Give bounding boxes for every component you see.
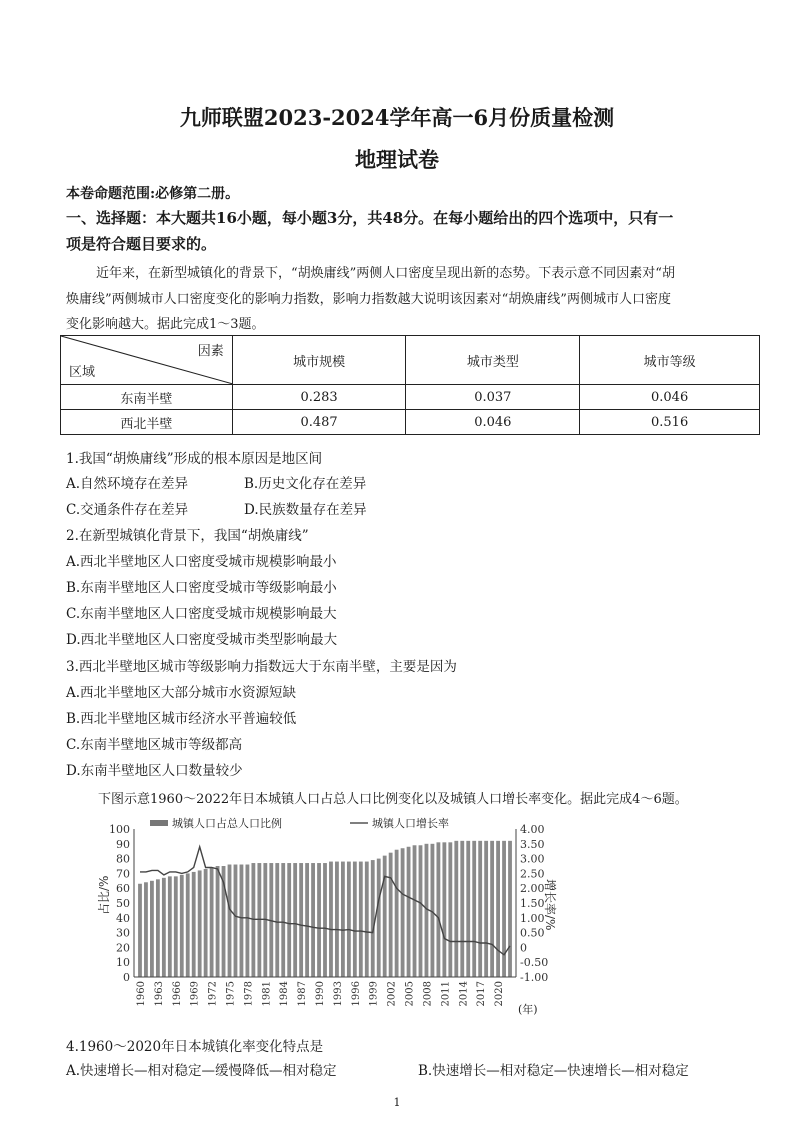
y-left-tick: 60 bbox=[116, 882, 130, 896]
share-bar bbox=[425, 844, 429, 977]
y-right-tick: -1.00 bbox=[520, 971, 549, 984]
left-tick-labels bbox=[109, 823, 130, 984]
y-right-tick: 2.50 bbox=[520, 867, 545, 881]
share-bar bbox=[240, 865, 244, 977]
x-tick: 1972 bbox=[207, 981, 219, 1007]
share-bar bbox=[305, 863, 309, 977]
y-left-tick: 90 bbox=[116, 837, 130, 851]
share-bar bbox=[138, 884, 142, 977]
x-tick: 2014 bbox=[458, 981, 470, 1007]
share-bar bbox=[275, 863, 279, 977]
y-right-tick: 0 bbox=[520, 941, 527, 955]
x-tick-labels bbox=[136, 981, 505, 1006]
x-tick: 1996 bbox=[350, 981, 362, 1007]
legend-swatch-share bbox=[150, 820, 168, 826]
q2-stem: 2.在新型城镇化背景下，我国“胡焕庸线” bbox=[66, 528, 309, 544]
share-bar bbox=[436, 842, 440, 977]
table-cell: 0.046 bbox=[406, 410, 580, 435]
table-row bbox=[61, 410, 760, 435]
influence-index-table bbox=[60, 335, 760, 435]
share-bar bbox=[395, 850, 399, 977]
table-header: 城市类型 bbox=[406, 336, 580, 385]
y-left-tick: 70 bbox=[116, 867, 130, 881]
section-heading: 一、选择题：本大题共16小题，每小题3分，共48分。在每小题给出的四个选项中，只有一 bbox=[66, 209, 674, 227]
share-bar bbox=[228, 865, 232, 977]
x-tick: 1963 bbox=[153, 981, 165, 1007]
share-bar bbox=[359, 862, 363, 977]
share-bar bbox=[347, 862, 351, 977]
bar-series bbox=[138, 841, 512, 977]
passage1-line: 焕庸线”两侧城市人口密度变化的影响力指数，影响力指数越大说明该因素对“胡焕庸线”两侧城市人口密度 bbox=[66, 292, 671, 307]
q3-option-c[interactable]: C.东南半壁地区城市等级都高 bbox=[66, 737, 243, 753]
y-right-tick: -0.50 bbox=[520, 956, 549, 970]
y-right-label: 增长率/% bbox=[543, 879, 557, 931]
table-cell: 0.487 bbox=[232, 410, 406, 435]
q2-option-c[interactable]: C.东南半壁地区人口密度受城市规模影响最大 bbox=[66, 606, 337, 622]
share-bar bbox=[413, 845, 417, 977]
q1-option-c[interactable]: C.交通条件存在差异 bbox=[66, 502, 189, 518]
q3-option-a[interactable]: A.西北半壁地区大部分城市水资源短缺 bbox=[66, 685, 297, 701]
q2-option-b[interactable]: B.东南半壁地区人口密度受城市等级影响最小 bbox=[66, 580, 337, 596]
section-heading-cont: 项是符合题目要求的。 bbox=[66, 235, 217, 253]
y-right-tick: 1.00 bbox=[520, 911, 545, 925]
x-tick: 2011 bbox=[440, 981, 452, 1007]
q3-option-d[interactable]: D.东南半壁地区人口数量较少 bbox=[66, 763, 243, 779]
share-bar bbox=[168, 876, 172, 977]
x-tick: 1999 bbox=[368, 981, 380, 1007]
x-tick: 1987 bbox=[297, 981, 309, 1007]
legend-growth: 城镇人口增长率 bbox=[372, 817, 449, 830]
share-bar bbox=[508, 841, 512, 977]
x-tick: 2002 bbox=[386, 981, 398, 1007]
share-bar bbox=[466, 841, 470, 977]
share-bar bbox=[389, 853, 393, 977]
share-bar bbox=[341, 862, 345, 977]
x-tick: 1960 bbox=[135, 981, 147, 1007]
share-bar bbox=[174, 876, 178, 977]
y-left-tick: 50 bbox=[116, 897, 130, 910]
share-bar bbox=[365, 862, 369, 977]
share-bar bbox=[198, 870, 202, 977]
q3-option-b[interactable]: B.西北半壁地区城市经济水平普遍较低 bbox=[66, 711, 297, 727]
y-left-tick: 20 bbox=[116, 941, 130, 955]
passage2: 下图示意1960～2022年日本城镇人口占总人口比例变化以及城镇人口增长率变化。据此完成4～6题。 bbox=[98, 792, 688, 807]
share-bar bbox=[401, 848, 405, 977]
share-bar bbox=[353, 862, 357, 977]
passage1-line: 近年来，在新型城镇化的背景下，“胡焕庸线”两侧人口密度呈现出新的态势。下表示意不同因素对“胡 bbox=[96, 266, 675, 281]
share-bar bbox=[472, 841, 476, 977]
share-bar bbox=[311, 863, 315, 977]
q1-option-d[interactable]: D.民族数量存在差异 bbox=[244, 502, 367, 518]
table-cell: 0.046 bbox=[580, 385, 760, 410]
share-bar bbox=[180, 875, 184, 977]
exam-subtitle: 地理试卷 bbox=[355, 147, 439, 172]
x-tick: 1990 bbox=[315, 981, 327, 1007]
share-bar bbox=[251, 863, 255, 977]
y-left-tick: 10 bbox=[116, 956, 130, 970]
share-bar bbox=[293, 863, 297, 977]
table-cell: 0.283 bbox=[232, 385, 406, 410]
y-left-tick: 80 bbox=[116, 852, 130, 866]
page-number: 1 bbox=[393, 1096, 401, 1109]
share-bar bbox=[204, 869, 208, 977]
share-bar bbox=[210, 867, 214, 977]
x-tick: 1978 bbox=[243, 981, 255, 1007]
share-bar bbox=[299, 863, 303, 977]
share-bar bbox=[419, 845, 423, 977]
y-right-tick: 2.00 bbox=[520, 882, 545, 896]
share-bar bbox=[448, 842, 452, 977]
q4-option-a[interactable]: A.快速增长—相对稳定—缓慢降低—相对稳定 bbox=[66, 1063, 337, 1079]
y-left-tick: 30 bbox=[116, 926, 130, 940]
y-right-tick: 4.00 bbox=[520, 823, 545, 836]
share-bar bbox=[478, 841, 482, 977]
x-tick: 1975 bbox=[225, 981, 237, 1007]
q4-stem: 4.1960～2020年日本城镇化率变化特点是 bbox=[66, 1039, 324, 1055]
corner-label-region: 区域 bbox=[69, 365, 96, 380]
share-bar bbox=[329, 862, 333, 977]
y-right-tick: 1.50 bbox=[520, 897, 545, 910]
share-bar bbox=[460, 841, 464, 977]
legend-share: 城镇人口占总人口比例 bbox=[172, 817, 282, 830]
share-bar bbox=[162, 878, 166, 977]
share-bar bbox=[287, 863, 291, 977]
q2-option-a[interactable]: A.西北半壁地区人口密度受城市规模影响最小 bbox=[66, 554, 337, 570]
x-tick: 1966 bbox=[171, 981, 183, 1007]
x-tick: 1993 bbox=[332, 981, 344, 1007]
share-bar bbox=[484, 841, 488, 977]
exam-title: 九师联盟2023-2024学年高一6月份质量检测 bbox=[179, 105, 615, 130]
table-corner-cell bbox=[61, 336, 233, 385]
share-bar bbox=[317, 863, 321, 977]
share-bar bbox=[407, 847, 411, 977]
share-bar bbox=[144, 882, 148, 977]
q1-option-a[interactable]: A.自然环境存在差异 bbox=[66, 476, 189, 492]
q1-stem: 1.我国“胡焕庸线”形成的根本原因是地区间 bbox=[66, 451, 323, 467]
share-bar bbox=[496, 841, 500, 977]
table-cell: 东南半壁 bbox=[61, 385, 233, 410]
share-bar bbox=[156, 879, 160, 977]
y-left-tick: 40 bbox=[116, 911, 130, 925]
table-row bbox=[61, 385, 760, 410]
x-tick: 2008 bbox=[422, 981, 434, 1007]
x-tick: 1969 bbox=[189, 981, 201, 1007]
share-bar bbox=[150, 881, 154, 977]
table-header: 城市等级 bbox=[580, 336, 760, 385]
share-bar bbox=[246, 865, 250, 977]
table-cell: 西北半壁 bbox=[61, 410, 233, 435]
share-bar bbox=[335, 862, 339, 977]
table-cell: 0.037 bbox=[406, 385, 580, 410]
x-unit-label: (年) bbox=[518, 1003, 538, 1016]
x-tick: 2005 bbox=[404, 981, 416, 1007]
share-bar bbox=[216, 866, 220, 977]
share-bar bbox=[442, 842, 446, 977]
y-right-tick: 0.50 bbox=[520, 926, 545, 940]
share-bar bbox=[281, 863, 285, 977]
share-bar bbox=[502, 841, 506, 977]
y-left-label: 占比/% bbox=[97, 875, 111, 915]
share-bar bbox=[454, 841, 458, 977]
x-tick: 2017 bbox=[476, 981, 488, 1007]
y-left-tick: 0 bbox=[123, 971, 130, 984]
share-bar bbox=[186, 873, 190, 977]
legend bbox=[150, 816, 449, 830]
q3-stem: 3.西北半壁地区城市等级影响力指数远大于东南半壁，主要是因为 bbox=[66, 659, 457, 675]
table-header: 城市规模 bbox=[232, 336, 406, 385]
x-tick: 1981 bbox=[261, 981, 273, 1007]
share-bar bbox=[234, 865, 238, 977]
share-bar bbox=[383, 856, 387, 977]
share-bar bbox=[431, 844, 435, 977]
share-bar bbox=[323, 863, 327, 977]
corner-label-factor: 因素 bbox=[197, 344, 224, 359]
japan-urbanization-chart bbox=[97, 817, 557, 1023]
table-cell: 0.516 bbox=[580, 410, 760, 435]
q1-option-b[interactable]: B.历史文化存在差异 bbox=[244, 476, 367, 492]
exam-scope: 本卷命题范围:必修第二册。 bbox=[66, 186, 240, 202]
share-bar bbox=[490, 841, 494, 977]
q2-option-d[interactable]: D.西北半壁地区人口密度受城市类型影响最大 bbox=[66, 632, 338, 648]
passage1-line: 变化影响越大。据此完成1～3题。 bbox=[66, 317, 265, 332]
q4-option-b[interactable]: B.快速增长—相对稳定—快速增长—相对稳定 bbox=[418, 1063, 689, 1079]
x-tick: 1984 bbox=[279, 981, 291, 1007]
share-bar bbox=[192, 872, 196, 977]
share-bar bbox=[377, 859, 381, 977]
y-right-tick: 3.00 bbox=[520, 852, 545, 866]
share-bar bbox=[257, 863, 261, 977]
y-right-tick: 3.50 bbox=[520, 837, 545, 851]
x-tick: 2020 bbox=[494, 981, 506, 1007]
y-left-tick: 100 bbox=[109, 823, 130, 836]
share-bar bbox=[371, 860, 375, 977]
